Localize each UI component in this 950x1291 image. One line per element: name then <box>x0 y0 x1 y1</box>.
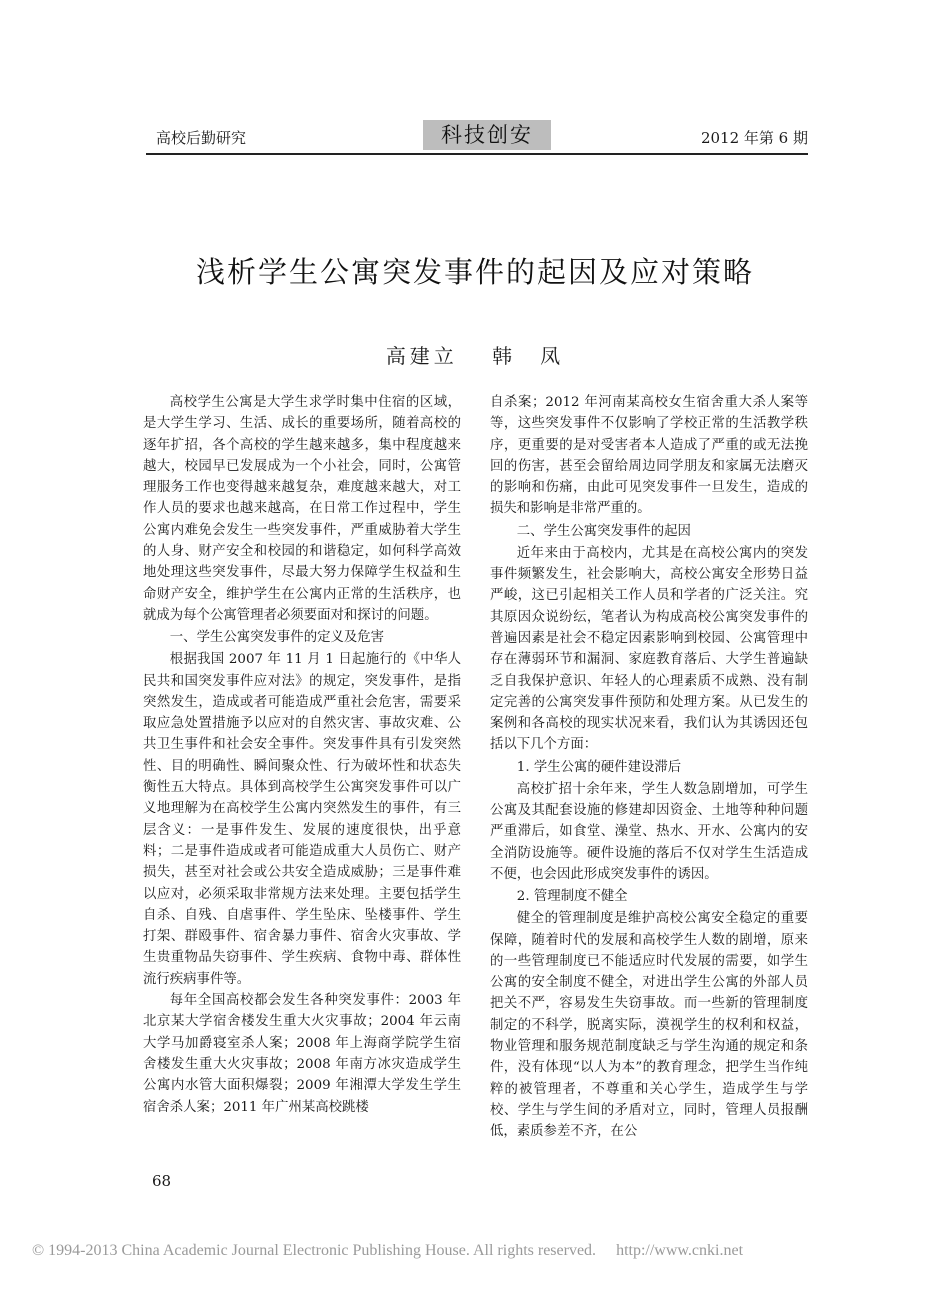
header-rule <box>146 153 808 155</box>
paragraph: 根据我国 2007 年 11 月 1 日起施行的《中华人民共和国突发事件应对法》的规定，突发事件，是指突然发生，造成或者可能造成严重社会危害，需要采取应急处置措施予以应对的自然灾害、事故灾难、公共卫生事件和社会安全事件。突发事件具有引发突然性、目的明确性、瞬间聚众性、行为破坏性和状态失衡性五大特点。具体到高校学生公寓突发事件可以广义地理解为在高校学生公寓内突然发生的事件，有三层含义：一是事件发生、发展的速度很快，出乎意料；二是事件造成或者可能造成重大人员伤亡、财产损失，甚至对社会或公共安全造成威胁；三是事件难以应对，必须采取非常规方法来处理。主要包括学生自杀、自残、自虐事件、学生坠床、坠楼事件、学生打架、群殴事件、宿舍暴力事件、宿舍火灾事故、学生贵重物品失窃事件、学生疾病、食物中毒、群体性流行疾病事件等。 <box>143 652 461 987</box>
section-heading: 一、学生公寓突发事件的定义及危害 <box>169 630 385 646</box>
subsection-heading: 1. 学生公寓的硬件建设滞后 <box>516 759 682 775</box>
section-label: 科技创安 <box>423 120 551 150</box>
authors <box>0 340 950 369</box>
paragraph: 近年来由于高校内，尤其是在高校公寓内的突发事件频繁发生，社会影响大，高校公寓安全形势日益严峻，这已引起相关工作人员和学者的广泛关注。究其原因众说纷纭，笔者认为构成高校公寓突发事件的普遍因素是社会不稳定因素影响到校园、公寓管理中存在薄弱环节和漏洞、家庭教育落后、大学生普遍缺乏自我保护意识、年轻人的心理素质不成熟、没有制定完善的公寓突发事件预防和处理方案。从已发生的案例和各高校的现实状况来看，我们认为其诱因还包括以下几个方面： <box>490 545 808 753</box>
journal-name: 高校后勤研究 <box>156 129 247 147</box>
paragraph: 高校扩招十余年来，学生人数急剧增加，可学生公寓及其配套设施的修建却因资金、土地等种种问题严重滞后，如食堂、澡堂、热水、开水、公寓内的安全消防设施等。硬件设施的落后不仅对学生生活造成不便，也会因此形成突发事件的诱因。 <box>490 781 808 882</box>
left-column <box>143 392 461 1118</box>
copyright-text: © 1994-2013 China Academic Journal Electronic Publishing House. All rights reserved. <box>32 1242 597 1259</box>
paragraph: 自杀案；2012 年河南某高校女生宿舍重大杀人案等等，这些突发事件不仅影响了学校正常的生活教学秩序，更重要的是对受害者本人造成了严重的或无法挽回的伤害，甚至会留给周边同学朋友和家属无法磨灭的影响和伤痛，由此可见突发事件一旦发生，造成的损失和影响是非常严重的。 <box>490 395 808 517</box>
page-number: 68 <box>152 1172 172 1190</box>
author-2: 韩 凤 <box>492 344 565 368</box>
author-1: 高建立 <box>385 344 458 368</box>
paragraph: 每年全国高校都会发生各种突发事件：2003 年北京某大学宿舍楼发生重大火灾事故；2004 年云南大学马加爵寝室杀人案；2008 年上海商学院学生宿舍楼发生重大火灾事故；2008 年南方冰灾造成学生公寓内水管大面积爆裂；2009 年湘潭大学发生学生宿舍杀人案；2011 年广州某高校跳楼 <box>143 993 461 1115</box>
paragraph: 健全的管理制度是维护高校公寓安全稳定的重要保障，随着时代的发展和高校学生人数的剧增，原来的一些管理制度已不能适应时代发展的需要，如学生公寓的安全制度不健全，对进出学生公寓的外部人员把关不严，容易发生失窃事故。而一些新的管理制度制定的不科学，脱离实际，漠视学生的权利和权益，物业管理和服务规范制度缺乏与学生沟通的规定和条件，没有体现“以人为本”的教育理念，把学生当作纯粹的被管理者，不尊重和关心学生，造成学生与学校、学生与学生间的矛盾对立，同时，管理人员报酬低，素质参差不齐，在公 <box>490 911 808 1140</box>
section-heading: 二、学生公寓突发事件的起因 <box>516 523 691 539</box>
article-title: 浅析学生公寓突发事件的起因及应对策略 <box>195 255 754 289</box>
right-column <box>490 392 808 1143</box>
journal-header <box>146 120 808 156</box>
paragraph: 高校学生公寓是大学生求学时集中住宿的区域，是大学生学习、生活、成长的重要场所，随着高校的逐年扩招，各个高校的学生越来越多，集中程度越来越大，校园早已发展成为一个小社会，同时，公寓管理服务工作也变得越来越复杂，难度越来越大，对工作人员的要求也越来越高，在日常工作过程中，学生公寓内难免会发生一些突发事件，严重威胁着大学生的人身、财产安全和校园的和谐稳定，如何科学高效地处理这些突发事件，尽最大努力保障学生权益和生命财产安全，维护学生在公寓内正常的生活秩序，也就成为每个公寓管理者必须要面对和探讨的问题。 <box>143 395 461 623</box>
footer-url[interactable]: http://www.cnki.net <box>616 1242 744 1259</box>
copyright-footer <box>32 1242 743 1260</box>
subsection-heading: 2. 管理制度不健全 <box>516 889 628 905</box>
issue-label: 2012 年第 6 期 <box>700 129 808 147</box>
